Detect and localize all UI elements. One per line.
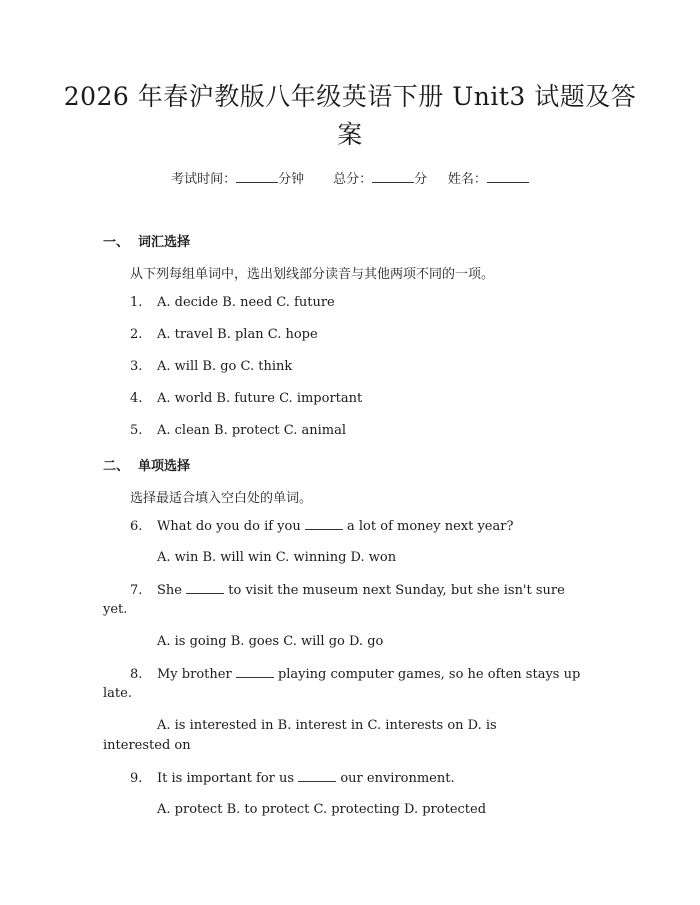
answer-blank[interactable]	[236, 666, 274, 678]
question-item	[130, 359, 585, 374]
question-number: 4.	[130, 391, 143, 406]
question-options: A. clean B. protect C. animal	[157, 423, 347, 438]
question-stem-end: a lot of money next year?	[347, 519, 514, 534]
question-number: 3.	[130, 359, 143, 374]
question-stem-continuation: yet.	[103, 602, 128, 617]
question-item	[130, 327, 585, 342]
question-item	[130, 518, 585, 534]
question-stem-start: It is important for us	[157, 771, 295, 786]
question-number: 1.	[130, 295, 143, 310]
section-heading	[103, 455, 190, 474]
question-item	[130, 666, 585, 682]
question-stem-start: What do you do if you	[157, 519, 301, 534]
question-options-continuation: interested on	[103, 738, 191, 753]
question-options: A. is interested in B. interest in C. interests on D. is	[157, 718, 497, 733]
question-number: 8.	[130, 667, 143, 682]
question-item	[130, 423, 585, 438]
question-stem-start: She	[157, 583, 182, 598]
answer-blank[interactable]	[305, 518, 343, 530]
question-options: A. protect B. to protect C. protecting D. protected	[157, 802, 487, 817]
question-item	[130, 582, 585, 598]
page-title: 2026 年春沪教版八年级英语下册 Unit3 试题及答案	[63, 82, 637, 149]
time-blank[interactable]	[236, 170, 278, 183]
section-title: 单项选择	[138, 459, 191, 474]
section-instruction: 从下列每组单词中，选出划线部分读音与其他两项不同的一项。	[130, 267, 495, 282]
section-number: 一、	[103, 235, 130, 250]
question-number: 2.	[130, 327, 143, 342]
exam-meta-line	[0, 168, 700, 187]
score-label: 总分：	[333, 172, 373, 187]
section-title: 词汇选择	[138, 235, 191, 250]
question-options: A. world B. future C. important	[157, 391, 363, 406]
score-blank[interactable]	[372, 170, 414, 183]
question-options: A. decide B. need C. future	[157, 295, 335, 310]
question-stem-end: our environment.	[340, 771, 455, 786]
question-number: 7.	[130, 583, 143, 598]
answer-blank[interactable]	[298, 770, 336, 782]
question-options: A. win B. will win C. winning D. won	[157, 550, 397, 565]
section-number: 二、	[103, 459, 130, 474]
answer-blank[interactable]	[186, 582, 224, 594]
question-stem-continuation: late.	[103, 686, 132, 701]
name-label: 姓名：	[447, 172, 487, 187]
question-stem-end: to visit the museum next Sunday, but she isn't sure	[228, 583, 565, 598]
question-number: 6.	[130, 519, 143, 534]
question-stem-end: playing computer games, so he often stays up	[277, 667, 581, 682]
section-heading	[103, 231, 190, 250]
time-label: 考试时间：	[171, 172, 237, 187]
question-item	[130, 770, 585, 786]
question-item	[130, 295, 585, 310]
question-options: A. will B. go C. think	[157, 359, 293, 374]
question-number: 5.	[130, 423, 143, 438]
question-stem-start: My brother	[157, 667, 232, 682]
section-instruction: 选择最适合填入空白处的单词。	[130, 491, 313, 506]
question-item	[130, 391, 585, 406]
question-number: 9.	[130, 771, 143, 786]
question-options: A. is going B. goes C. will go D. go	[157, 634, 384, 649]
score-unit: 分	[414, 172, 428, 187]
question-options: A. travel B. plan C. hope	[157, 327, 318, 342]
time-unit: 分钟	[278, 172, 305, 187]
name-blank[interactable]	[487, 170, 529, 183]
